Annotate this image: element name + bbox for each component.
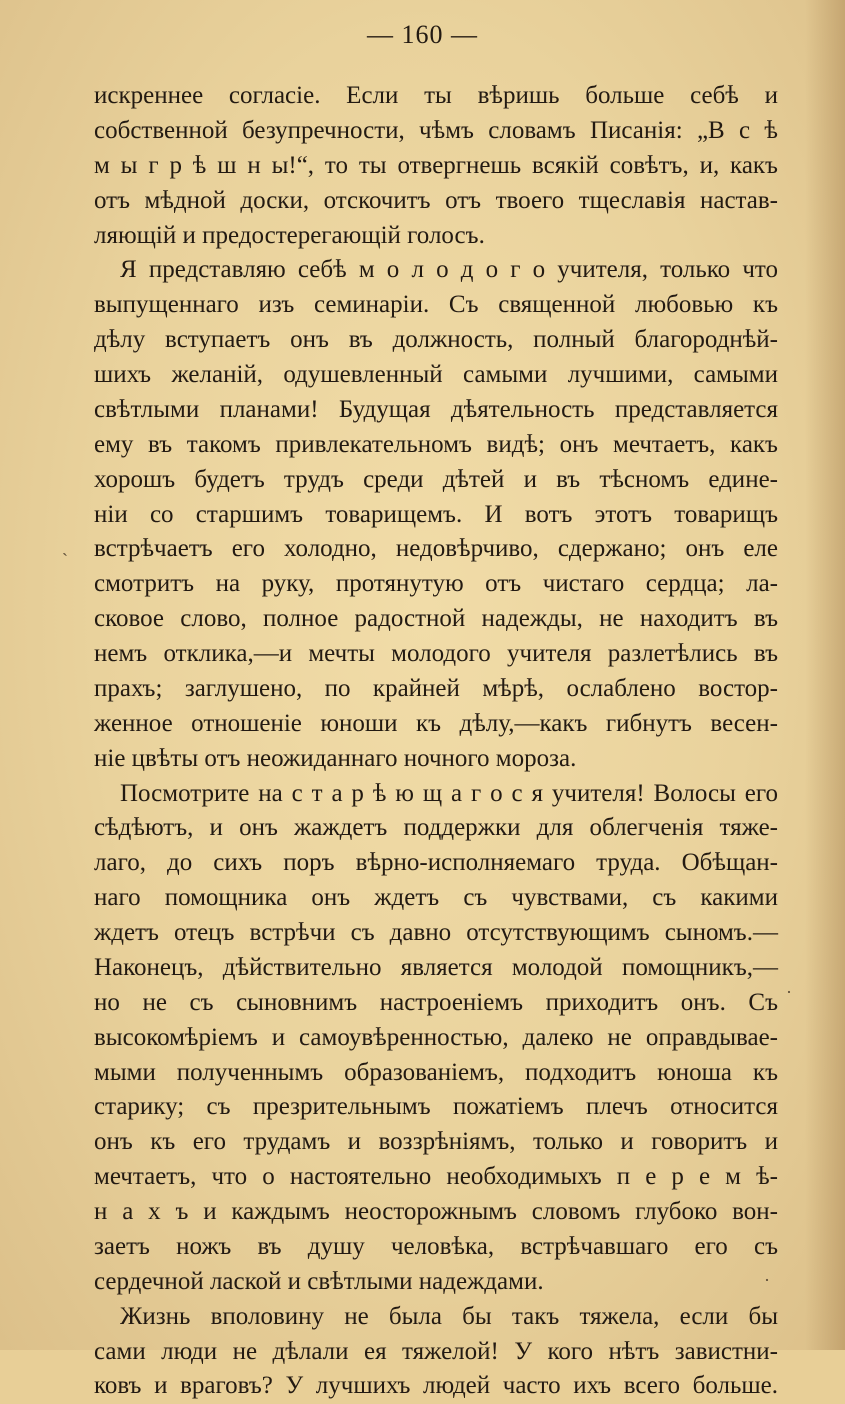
body-text — [94, 79, 778, 1404]
paragraph-3 — [94, 777, 778, 1300]
text-line: встрѣчаетъ его холодно, недовѣрчиво, сдержано; онъ еле — [94, 535, 778, 563]
text-line: заетъ ножъ въ душу человѣка, встрѣчавшаго его съ — [94, 1232, 778, 1260]
text-line: мечтаетъ, что о настоятельно необходимыхъ п е р е м ѣ- — [94, 1163, 778, 1191]
margin-mark: · — [786, 982, 792, 1002]
text-line: онъ къ его трудамъ и воззрѣніямъ, только и говоритъ и — [94, 1128, 778, 1156]
page-number: — 160 — — [367, 20, 478, 49]
text-line: Посмотрите на с т а р ѣ ю щ а г о с я учителя! Волосы его — [120, 779, 778, 807]
text-line: свѣтлыми планами! Будущая дѣятельность представляется — [94, 395, 778, 423]
margin-mark: · — [764, 1270, 770, 1290]
text-line: Жизнь вполовину не была бы такъ тяжела, если бы — [120, 1302, 778, 1330]
text-line: сѣдѣютъ, и онъ жаждетъ поддержки для облегченія тяже- — [94, 814, 778, 842]
text-line: старику; съ презрительнымъ пожатіемъ плечъ относится — [94, 1093, 778, 1121]
text-line: но не съ сыновнимъ настроеніемъ приходитъ онъ. Съ — [94, 988, 778, 1016]
text-line: отъ мѣдной доски, отскочитъ отъ твоего тщеславія настав- — [94, 186, 778, 214]
text-line: сердечной лаской и свѣтлыми надеждами. — [94, 1267, 544, 1295]
text-line: шихъ желаній, одушевленный самыми лучшими, самыми — [94, 361, 778, 388]
text-line: искреннее согласіе. Если ты вѣришь больше себѣ и — [94, 82, 778, 109]
text-line: ляющій и предостерегающій голосъ. — [94, 221, 485, 249]
text-line: хорошъ будетъ трудъ среди дѣтей и въ тѣсномъ едине- — [94, 465, 778, 493]
text-line: немъ отклика,—и мечты молодого учителя разлетѣлись въ — [94, 640, 778, 667]
margin-mark: ˋ — [62, 550, 68, 570]
text-line: н а х ъ и каждымъ неосторожнымъ словомъ глубоко вон- — [94, 1198, 778, 1225]
text-line: сами люди не дѣлали ея тяжелой! У кого нѣтъ завистни- — [94, 1337, 778, 1365]
text-line: сковое слово, полное радостной надежды, не находитъ въ — [94, 605, 778, 633]
text-line: ему въ такомъ привлекательномъ видѣ; онъ мечтаетъ, какъ — [94, 430, 778, 458]
paragraph-2 — [94, 253, 778, 776]
text-line: ніи со старшимъ товарищемъ. И вотъ этотъ товарищъ — [94, 500, 778, 528]
text-line: ніе цвѣты отъ неожиданнаго ночного мороза. — [94, 744, 577, 772]
text-line: смотритъ на руку, протянутую отъ чистаго сердца; ла- — [94, 570, 778, 598]
text-line: прахъ; заглушено, по крайней мѣрѣ, ослаблено востор- — [94, 674, 778, 702]
text-line: Наконецъ, дѣйствительно является молодой помощникъ,— — [94, 953, 778, 981]
text-line: выпущеннаго изъ семинаріи. Съ священной любовью къ — [94, 291, 778, 319]
text-line: дѣлу вступаетъ онъ въ должность, полный благороднѣй- — [94, 326, 778, 354]
text-line: мыми полученнымъ образованіемъ, подходитъ юноша къ — [94, 1058, 778, 1086]
paragraph-4 — [94, 1300, 778, 1404]
text-line: лаго, до сихъ поръ вѣрно-исполняемаго труда. Обѣщан- — [94, 849, 778, 877]
paragraph-1 — [94, 79, 778, 253]
text-line: наго помощника онъ ждетъ съ чувствами, съ какими — [94, 884, 778, 912]
text-line: м ы г р ѣ ш н ы!“, то ты отвергнешь всякій совѣтъ, и, какъ — [94, 151, 778, 179]
text-line: женное отношеніе юноши къ дѣлу,—какъ гибнутъ весен- — [94, 709, 778, 737]
text-line: собственной безупречности, чѣмъ словамъ Писанія: „В с ѣ — [94, 116, 778, 144]
text-line: высокомѣріемъ и самоувѣренностью, далеко не оправдывае- — [94, 1023, 778, 1051]
text-line: Я представляю себѣ м о л о д о г о учителя, только что — [120, 256, 778, 284]
text-line: ковъ и враговъ? У лучшихъ людей часто ихъ всего больше. — [94, 1372, 778, 1400]
text-line: ждетъ отецъ встрѣчи съ давно отсутствующимъ сыномъ.— — [94, 919, 778, 946]
page-edge-shadow — [805, 0, 845, 1350]
